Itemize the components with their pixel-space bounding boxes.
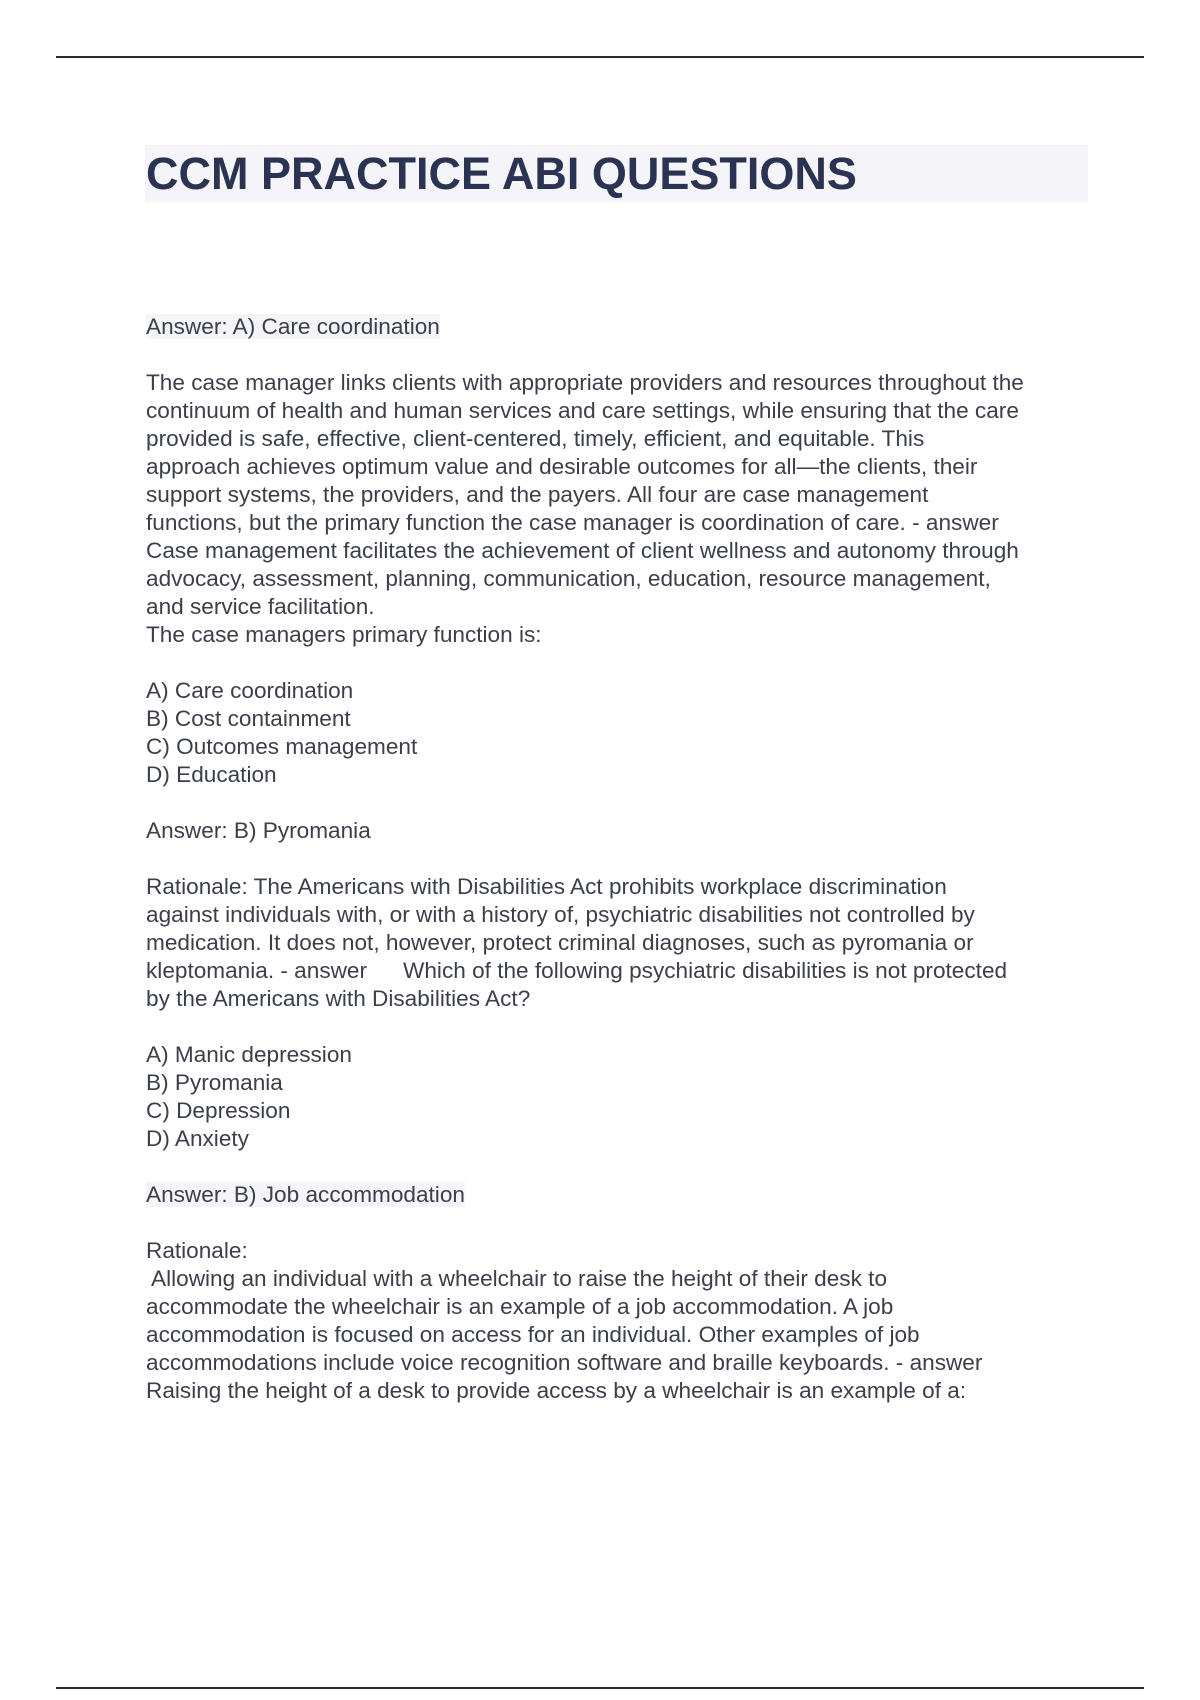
page-title: CCM PRACTICE ABI QUESTIONS [146, 148, 857, 199]
q1-rationale-line: provided is safe, effective, client-centered, timely, efficient, and equitable. This [146, 426, 925, 451]
q2-question-end: by the Americans with Disabilities Act? [146, 986, 531, 1011]
q2-option: C) Depression [146, 1098, 291, 1123]
q2-option: B) Pyromania [146, 1070, 283, 1095]
q1-option: B) Cost containment [146, 706, 351, 731]
q3-rationale-line: accommodation is focused on access for an individual. Other examples of job [146, 1322, 920, 1347]
q3-rationale-line: accommodations include voice recognition software and braille keyboards. - answer [146, 1350, 983, 1375]
q1-answer-text: Answer: A) Care coordination [146, 314, 440, 339]
q3-rationale-line: accommodate the wheelchair is an example of a job accommodation. A job [146, 1294, 894, 1319]
q1-question: The case managers primary function is: [146, 622, 542, 647]
document-body [146, 313, 1096, 1433]
q2-rationale-line: Rationale: The Americans with Disabilities Act prohibits workplace discrimination [146, 874, 947, 899]
q1-option: D) Education [146, 762, 277, 787]
q1-rationale-line: support systems, the providers, and the payers. All four are case management [146, 482, 929, 507]
q3-rationale-label: Rationale: [146, 1238, 248, 1263]
q3-rationale-line: Allowing an individual with a wheelchair to raise the height of their desk to [146, 1266, 888, 1291]
q1-rationale-line: The case manager links clients with appropriate providers and resources throughout the [146, 370, 1024, 395]
q1-options [146, 677, 1096, 789]
q1-option: A) Care coordination [146, 678, 354, 703]
q2-rationale-line: against individuals with, or with a history of, psychiatric disabilities not controlled by [146, 902, 975, 927]
q2-answer-text: Answer: B) Pyromania [146, 818, 371, 843]
q1-rationale-line: continuum of health and human services and care settings, while ensuring that the care [146, 398, 1019, 423]
q3-rationale [146, 1237, 1096, 1405]
q1-rationale-line: approach achieves optimum value and desirable outcomes for all—the clients, their [146, 454, 978, 479]
q1-option: C) Outcomes management [146, 734, 418, 759]
q3-answer [146, 1181, 1096, 1209]
q2-rationale-line [146, 957, 1096, 985]
q2-option: A) Manic depression [146, 1042, 352, 1067]
q1-rationale-line: advocacy, assessment, planning, communication, education, resource management, [146, 566, 991, 591]
footer-rule [56, 1687, 1144, 1689]
q2-option: D) Anxiety [146, 1126, 249, 1151]
spacer [146, 649, 1096, 677]
q1-rationale [146, 369, 1096, 649]
header-rule [56, 56, 1144, 58]
q1-answer [146, 313, 1096, 341]
q2-rationale-line: medication. It does not, however, protect criminal diagnoses, such as pyromania or [146, 930, 974, 955]
q1-rationale-line: Case management facilitates the achievement of client wellness and autonomy through [146, 538, 1019, 563]
q3-question: Raising the height of a desk to provide access by a wheelchair is an example of a: [146, 1378, 967, 1403]
q2-options [146, 1041, 1096, 1153]
q2-question-start: Which of the following psychiatric disabilities is not protected [403, 958, 1008, 983]
q3-answer-text: Answer: B) Job accommodation [146, 1182, 465, 1207]
q2-rationale-end: kleptomania. - answer [146, 958, 368, 983]
q1-rationale-line: and service facilitation. [146, 594, 375, 619]
q1-rationale-line: functions, but the primary function the case manager is coordination of care. - answer [146, 510, 999, 535]
q2-answer [146, 817, 1096, 845]
q2-rationale [146, 873, 1096, 1013]
